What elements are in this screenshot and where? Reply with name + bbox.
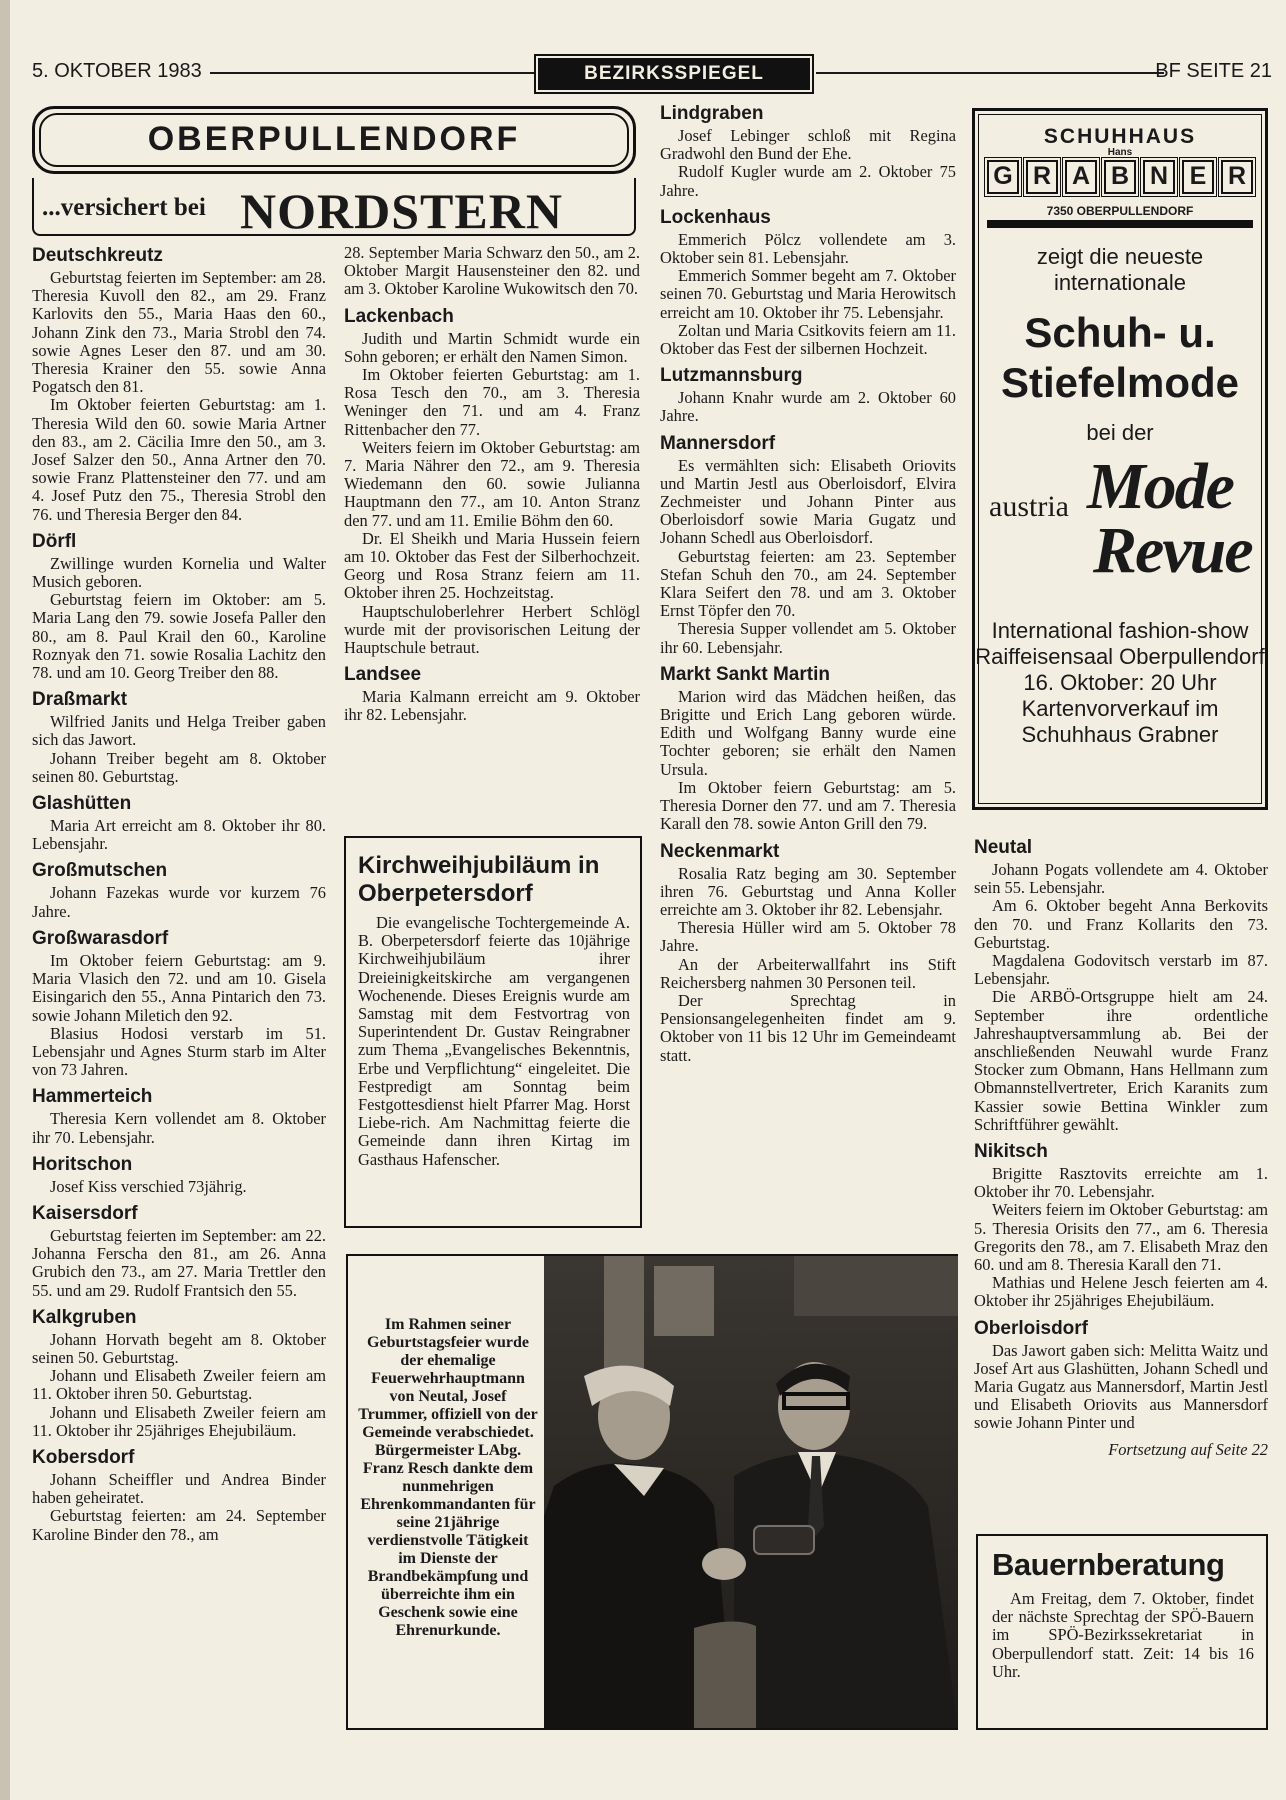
ad-letter-box: N bbox=[1143, 160, 1175, 194]
issue-date: 5. OKTOBER 1983 bbox=[32, 60, 202, 82]
section-heading: Neckenmarkt bbox=[660, 840, 780, 862]
brand-revue: Revue bbox=[1093, 514, 1252, 587]
ad-letter-box: B bbox=[1104, 160, 1136, 194]
section-heading: Lackenbach bbox=[344, 305, 454, 327]
section-heading: Kalkgruben bbox=[32, 1306, 137, 1328]
ad-line1: zeigt die neueste internationale bbox=[1036, 244, 1204, 295]
section-paragraph: Josef Kiss verschied 73jährig. bbox=[50, 1176, 247, 1196]
section-paragraph: Weiters feiern im Oktober Geburtstag: am 5. Theresia Orisits den 77., am 6. Theresia Gregorits den 78., am 7. Elisabeth Mraz den 60. und am 8. Theresia Karall den 71. bbox=[974, 1200, 1268, 1275]
section-paragraph: Brigitte Rasztovits erreichte am 1. Oktober ihr 70. Lebensjahr. bbox=[974, 1164, 1268, 1202]
section-heading: Kaisersdorf bbox=[32, 1202, 138, 1224]
article-section bbox=[344, 305, 640, 658]
section-paragraph: Johann und Elisabeth Zweiler feiern am 11. Oktober ihren 50. Geburtstag. bbox=[32, 1366, 326, 1404]
article-section bbox=[32, 927, 326, 1079]
section-paragraph: Magdalena Godovitsch verstarb im 87. Lebensjahr. bbox=[974, 951, 1268, 989]
section-paragraph: Der Sprechtag in Pensionsangelegenheiten findet am 9. Oktober von 11 bis 12 Uhr im Gemeindeamt statt. bbox=[660, 990, 956, 1065]
section-paragraph: An der Arbeiterwallfahrt ins Stift Reichersberg nahmen 30 Personen teil. bbox=[660, 954, 956, 992]
sponsor-name: NORDSTERN bbox=[240, 183, 563, 239]
ad-first-name: Hans bbox=[1107, 147, 1133, 158]
section-paragraph: Geburtstag feierten: am 24. September Karoline Binder den 78., am bbox=[32, 1506, 326, 1544]
article-section bbox=[32, 792, 326, 853]
article-section bbox=[974, 1140, 1268, 1311]
article-section bbox=[660, 663, 956, 834]
section-paragraph: Geburtstag feierten: am 23. September Stefan Schuh den 70., am 24. September Klara Seifert den 78. und am 3. Oktober Ernst Töpfer den 70. bbox=[660, 546, 956, 621]
header-rule-right bbox=[816, 72, 1164, 74]
district-title: OBERPULLENDORF bbox=[32, 106, 636, 174]
article-section bbox=[32, 530, 326, 682]
section-heading: Lindgraben bbox=[660, 103, 764, 124]
section-paragraph: Johann Fazekas wurde vor kurzem 76 Jahre. bbox=[32, 883, 326, 921]
section-heading: Hammerteich bbox=[32, 1086, 153, 1108]
section-heading: Kobersdorf bbox=[32, 1446, 135, 1468]
section-paragraph: Geburtstag feierten im September: am 22. Johanna Ferscha den 81., am 26. Anna Grubich den 73., am 27. Maria Trettler den 55. und am 29. Rudolf Frantsich den 55. bbox=[32, 1225, 326, 1300]
page-header bbox=[32, 58, 1272, 92]
column-2 bbox=[344, 244, 640, 731]
ad-city: 7350 OBERPULLENDORF bbox=[987, 204, 1253, 228]
section-paragraph: Rudolf Kugler wurde am 2. Oktober 75 Jahre. bbox=[660, 162, 956, 200]
ad-letter-box: R bbox=[1221, 160, 1253, 194]
column-4-sections bbox=[974, 836, 1268, 1433]
section-paragraph: Josef Lebinger schloß mit Regina Gradwohl den Bund der Ehe. bbox=[660, 126, 956, 164]
section-paragraph: Theresia Hüller wird am 5. Oktober 78 Jahre. bbox=[660, 918, 956, 956]
page-number: BF SEITE 21 bbox=[1155, 60, 1272, 82]
ad-shop-name: SCHUHHAUS bbox=[1043, 125, 1197, 148]
section-heading: Lockenhaus bbox=[660, 206, 771, 228]
bauernberatung-title: Bauernberatung bbox=[992, 1547, 1225, 1582]
column-4 bbox=[974, 836, 1268, 1459]
section-heading: Mannersdorf bbox=[660, 432, 776, 454]
article-section bbox=[660, 840, 956, 1065]
section-paragraph: Mathias und Helene Jesch feierten am 4. Oktober ihr 25jähriges Ehejubiläum. bbox=[974, 1273, 1268, 1311]
article-section bbox=[974, 836, 1268, 1134]
section-paragraph: Judith und Martin Schmidt wurde ein Sohn geboren; er erhält den Namen Simon. bbox=[344, 328, 640, 366]
section-paragraph: Blasius Hodosi verstarb im 51. Lebensjahr und Agnes Sturm starb im Alter von 73 Jahren. bbox=[32, 1023, 326, 1080]
section-heading: Deutschkreutz bbox=[32, 245, 163, 266]
ad-brand-logo bbox=[975, 450, 1265, 604]
ad-line3: bei der bbox=[1086, 420, 1154, 445]
section-banner: BEZIRKSSPIEGEL bbox=[538, 58, 810, 90]
bauernberatung-text: Am Freitag, dem 7. Oktober, findet der nächste Sprechtag der SPÖ-Bauern im SPÖ-Bezirkssekretariat in Oberpullendorf statt. Zeit: 14 bis 16 Uhr. bbox=[992, 1589, 1254, 1681]
continuation-note: Fortsetzung auf Seite 22 bbox=[1108, 1439, 1268, 1459]
section-heading: Großwarasdorf bbox=[32, 927, 169, 949]
bauernberatung-notice bbox=[976, 1534, 1268, 1730]
article-section bbox=[32, 688, 326, 786]
section-paragraph: Dr. El Sheikh und Maria Hussein feiern am 10. Oktober das Fest der Silberhochzeit. Georg und Rosa Stranz feiern am 11. Oktober ihren 25. Hochzeitstag. bbox=[344, 528, 640, 603]
section-paragraph: Theresia Supper vollendet am 5. Oktober ihr 60. Lebensjahr. bbox=[660, 619, 956, 657]
article-section bbox=[32, 1153, 326, 1196]
section-heading: Großmutschen bbox=[32, 860, 168, 882]
article-section bbox=[32, 859, 326, 920]
brand-mode: Mode bbox=[1087, 450, 1233, 523]
article-section bbox=[32, 1446, 326, 1544]
section-paragraph: Wilfried Janits und Helga Treiber gaben sich das Jawort. bbox=[32, 712, 326, 750]
section-paragraph: Hauptschuloberlehrer Herbert Schlögl wurde mit der provisorischen Leitung der Hauptschule betraut. bbox=[344, 601, 640, 658]
section-heading: Horitschon bbox=[32, 1153, 133, 1175]
article-section bbox=[32, 1202, 326, 1300]
section-paragraph: Zwillinge wurden Kornelia und Walter Musich geboren. bbox=[32, 553, 326, 592]
section-heading: Glashütten bbox=[32, 793, 132, 815]
section-paragraph: Johann Horvath begeht am 8. Oktober seinen 50. Geburtstag. bbox=[32, 1329, 326, 1367]
section-heading: Landsee bbox=[344, 664, 422, 686]
section-paragraph: Weiters feiern im Oktober Geburtstag: am 7. Maria Nährer den 72., am 9. Theresia Wiedemann den 60. sowie Julianna Hauptmann den 77., am 10. Anton Stranz den 77. und am 11. Emilie Böhm den 60. bbox=[344, 437, 640, 530]
section-paragraph: Johann Scheiffler und Andrea Binder haben geheiratet. bbox=[32, 1469, 326, 1508]
section-paragraph: Geburtstag feierten im September: am 28. Theresia Kuvoll den 82., am 29. Franz Karlovits den 55., Maria Haas den 60., Johann Zink den 73., Maria Strobl den 74. sowie Agnes Leser den 87. und am 30. Theresia Krainer den 55. sowie Anna Pogatsch den 81. bbox=[32, 268, 326, 397]
section-heading: Dörfl bbox=[32, 530, 77, 552]
section-paragraph: Johann Pogats vollendete am 4. Oktober sein 55. Lebensjahr. bbox=[974, 860, 1268, 898]
photo-caption: Im Rahmen seiner Geburtstagsfeier wurde der ehemalige Feuerwehrhauptmann von Neutal, Josef Trummer, offiziell von der Gemeinde verabschiedet. Bürgermeister LAbg. Franz Resch dankte dem nunmehrigen Ehrenkommandanten für seine 21jährige verdienstvolle Tätigkeit im Dienste der Brandbekämpfung und überreichte ihm ein Geschenk sowie eine Ehrenurkunde. bbox=[358, 1316, 538, 1639]
article-section bbox=[344, 663, 640, 724]
section-heading: Neutal bbox=[974, 837, 1033, 858]
section-paragraph: Im Oktober feiern Geburtstag: am 5. Theresia Dorner den 77. und am 7. Theresia Karall den 78. sowie Anton Grill den 79. bbox=[660, 777, 956, 834]
section-paragraph: Maria Kalmann erreicht am 9. Oktober ihr 82. Lebensjahr. bbox=[344, 687, 640, 725]
ad-event-info: International fashion-show Raiffeisensaal Oberpullendorf 16. Oktober: 20 Uhr Kartenvorverkauf im Schuhhaus Grabner bbox=[975, 618, 1265, 747]
kirchweih-article bbox=[344, 836, 642, 1228]
section-paragraph: Emmerich Sommer begeht am 7. Oktober seinen 70. Geburtstag und Maria Herowitsch erreicht am 10. Oktober ihr 75. Lebensjahr. bbox=[660, 266, 956, 322]
section-paragraph: Johann und Elisabeth Zweiler feiern am 11. Oktober ihr 25jähriges Ehejubiläum. bbox=[32, 1402, 326, 1440]
section-paragraph: Marion wird das Mädchen heißen, das Brigitte und Erich Lang geboren würde. Edith und Wolfgang Banny wurde eine Tochter geboren; sie erhält den Namen Ursula. bbox=[660, 686, 956, 779]
section-paragraph: Das Jawort gaben sich: Melitta Waitz und Josef Art aus Glashütten, Johann Schedl und Maria Gugatz aus Mannersdorf, Martin Jestl und Elisabeth Oriovits aus Mannersdorf sowie Johann Pinter und bbox=[974, 1340, 1268, 1433]
article-section bbox=[32, 244, 326, 524]
kirchweih-text: Die evangelische Tochtergemeinde A. B. Oberpetersdorf feierte das 10jährige Kirchweihjubiläum ihrer Dreieinigkeitskirche am vergangenen Wochenende. Dieses Ereignis wurde am Samstag mit dem Festvortrag von Superintendent Dr. Gustav Reingrabner zum Thema „Evangelisches Bekenntnis, Erbe und Verpflichtung“ eingeleitet. Die Festpredigt am Sonntag beim Festgottesdienst hielt Pfarrer Mag. Horst Liebe-rich. Am Nachmittag feierte die Gemeinde dann ihren Kirtag im Gasthaus Hafenscher. bbox=[358, 913, 630, 1169]
article-section bbox=[32, 1306, 326, 1440]
section-heading: Markt Sankt Martin bbox=[660, 663, 830, 685]
section-paragraph: Rosalia Ratz beging am 30. September ihren 76. Geburtstag und Anna Koller erreichte am 3. Oktober ihr 82. Lebensjahr. bbox=[660, 863, 956, 919]
photo-feature bbox=[346, 1254, 958, 1730]
section-paragraph: Maria Art erreicht am 8. Oktober ihr 80. Lebensjahr. bbox=[32, 816, 326, 854]
section-paragraph: Am 6. Oktober begeht Anna Berkovits den 70. und Franz Kollarits den 73. Geburtstag. bbox=[974, 896, 1268, 952]
column-1 bbox=[32, 244, 326, 1550]
section-heading: Nikitsch bbox=[974, 1141, 1048, 1163]
ad-line2: Schuh- u. Stiefelmode bbox=[1000, 309, 1240, 406]
section-paragraph: Zoltan und Maria Csitkovits feiern am 11. Oktober das Fest der silbernen Hochzeit. bbox=[660, 320, 956, 359]
article-section bbox=[660, 432, 956, 657]
ad-letter-box: R bbox=[1026, 160, 1058, 194]
sponsor-strip bbox=[32, 178, 636, 239]
shoe-store-advert bbox=[972, 108, 1268, 810]
ad-letter-box: A bbox=[1065, 160, 1097, 194]
section-heading: Lutzmannsburg bbox=[660, 365, 803, 387]
article-section bbox=[660, 102, 956, 200]
section-paragraph: Im Oktober feierten Geburtstag: am 1. Theresia Wild den 60. sowie Maria Artner den 83., am 2. Cäcilia Imre den 50., am 3. Josef Salzer den 50., Anna Artner den 70. sowie Franz Plattensteiner den 77. und am 4. Josef Putz den 75., Theresia Strobl den 76. und Theresia Berger den 84. bbox=[32, 395, 326, 524]
section-paragraph: Johann Treiber begeht am 8. Oktober seinen 80. Geburtstag. bbox=[32, 748, 326, 786]
header-rule-left bbox=[210, 72, 536, 74]
sponsor-prefix: ...versichert bei bbox=[42, 194, 206, 221]
section-paragraph: Emmerich Pölcz vollendete am 3. Oktober sein 81. Lebensjahr. bbox=[660, 229, 956, 268]
article-section bbox=[974, 1317, 1268, 1433]
news-photo bbox=[544, 1256, 958, 1728]
section-paragraph: Theresia Kern vollendet am 8. Oktober ihr 70. Lebensjahr. bbox=[32, 1109, 326, 1147]
kirchweih-title: Kirchweihjubiläum in Oberpetersdorf bbox=[358, 852, 600, 907]
brand-prefix: austria bbox=[989, 490, 1069, 523]
section-paragraph: Geburtstag feiern im Oktober: am 5. Maria Lang den 79. sowie Josefa Paller den 80., am 8. Paul Krail den 60., Karoline Roznyak den 71. sowie Rosalia Lachitz den 78. und am 10. Georg Treiber den 88. bbox=[32, 590, 326, 683]
section-paragraph: Johann Knahr wurde am 2. Oktober 60 Jahre. bbox=[660, 388, 956, 426]
ad-letter-box: E bbox=[1182, 160, 1214, 194]
section-paragraph: Es vermählten sich: Elisabeth Oriovits und Martin Jestl aus Oberloisdorf, Elvira Zechmeister und Johann Pinter aus Oberloisdorf sowie Maria Gugatz und Johann Schedl aus Oberloisdorf. bbox=[660, 455, 956, 548]
column-3 bbox=[660, 102, 956, 1071]
section-paragraph: Die ARBÖ-Ortsgruppe hielt am 24. September ihre ordentliche Jahreshauptversammlung ab. Bei der anschließenden Neuwahl wurde Franz Stocker zum Obmann, Hans Hellmann zum Obmannstellvertreter, Erich Karanits zum Kassier sowie Bettina Winkler zum Schriftführer gewählt. bbox=[974, 987, 1268, 1134]
section-paragraph: Im Oktober feiern Geburtstag: am 9. Maria Vlasich den 72. und am 10. Gisela Eisingarich den 55., Anna Pintarich den 73. sowie Johann Miletich den 92. bbox=[32, 950, 326, 1025]
ad-letter-boxes bbox=[975, 160, 1265, 194]
section-paragraph: Im Oktober feierten Geburtstag: am 1. Rosa Tesch den 70., am 3. Theresia Weninger den 71. und am 4. Franz Rittenbacher den 77. bbox=[344, 365, 640, 439]
section-paragraph: 28. September Maria Schwarz den 50., am 2. Oktober Margit Hausensteiner den 82. und am 3. Oktober Karoline Wukowitsch den 70. bbox=[344, 243, 640, 299]
photo-two-men-handshake bbox=[544, 1256, 958, 1728]
article-section bbox=[660, 206, 956, 358]
article-section bbox=[660, 364, 956, 425]
ad-letter-box: G bbox=[987, 160, 1019, 194]
article-section bbox=[344, 244, 640, 299]
article-section bbox=[32, 1085, 326, 1146]
section-heading: Draßmarkt bbox=[32, 689, 128, 711]
section-heading: Oberloisdorf bbox=[974, 1317, 1089, 1339]
